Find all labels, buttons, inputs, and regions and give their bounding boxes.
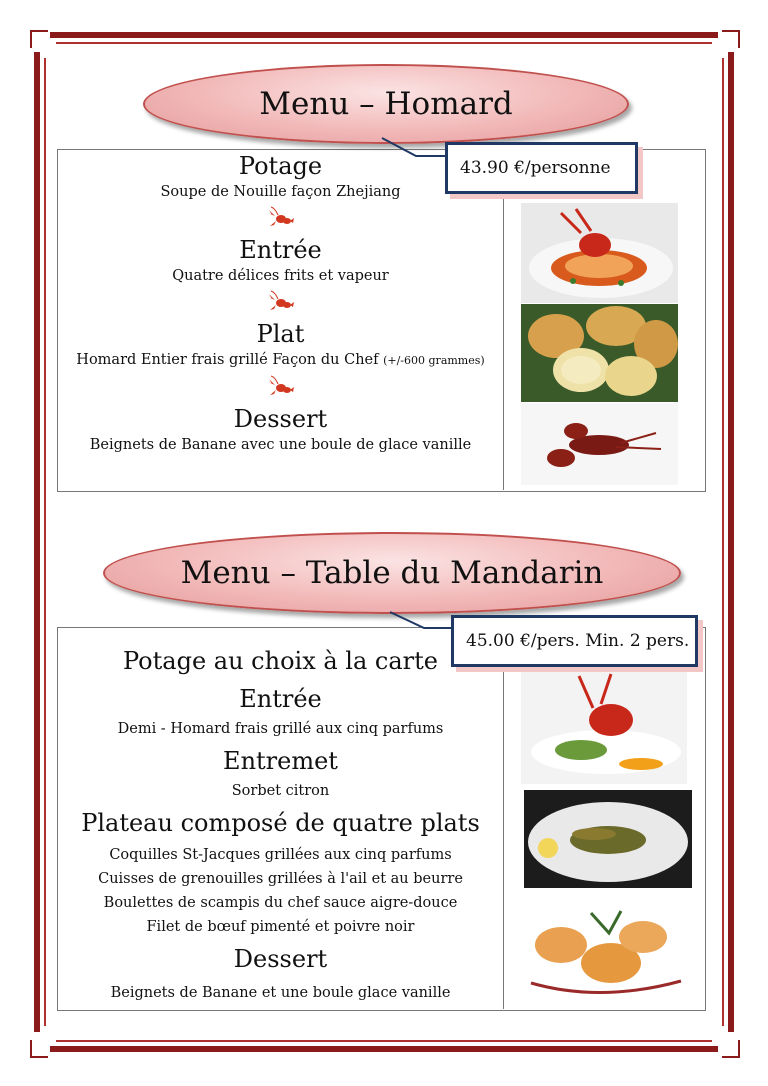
frame-left <box>34 52 40 1032</box>
frame-corner <box>30 30 48 48</box>
frame-corner <box>30 1040 48 1058</box>
course-text: Beignets de Banane et une boule glace vanille <box>110 985 451 1001</box>
frame-corner <box>722 1040 740 1058</box>
lobster-icon <box>58 371 503 403</box>
course-text-main: Homard Entier frais grillé Façon du Chef <box>76 352 379 368</box>
course-text: Beignets de Banane avec une boule de glace vanille <box>89 437 472 453</box>
course-note: (+/-600 grammes) <box>383 354 485 367</box>
course-heading: Plateau composé de quatre plats <box>81 809 480 837</box>
scallops-photo <box>521 893 687 1005</box>
price-connector <box>388 610 458 634</box>
frame-top-inner <box>56 42 712 44</box>
course-text: Quatre délices frits et vapeur <box>172 268 389 284</box>
frame-top <box>50 32 718 38</box>
frame-bottom-inner <box>56 1040 712 1042</box>
frame-right <box>728 52 734 1032</box>
course-heading: Entrée <box>239 236 322 264</box>
course-text: Soupe de Nouille façon Zhejiang <box>160 184 401 200</box>
course-heading: Potage <box>238 152 323 180</box>
menu-mandarin-courses <box>58 645 503 1003</box>
frog-legs-photo <box>524 790 692 888</box>
course-heading: Dessert <box>233 945 328 973</box>
course-heading: Entremet <box>223 747 338 775</box>
banana-fritter-photo <box>521 304 678 402</box>
menu-homard-title: Menu – Homard <box>143 64 629 144</box>
column-divider <box>503 196 504 490</box>
plateau-item: Boulettes de scampis du chef sauce aigre-douce <box>103 895 458 911</box>
course-heading: Dessert <box>233 405 328 433</box>
course-text: Sorbet citron <box>231 783 330 799</box>
menu-homard-price: 43.90 €/personne <box>445 142 638 194</box>
menu-homard-courses <box>58 150 503 455</box>
course-text: Demi - Homard frais grillé aux cinq parfums <box>117 721 444 737</box>
lobster-dish-photo <box>521 203 678 303</box>
menu-mandarin-title: Menu – Table du Mandarin <box>103 532 681 614</box>
frame-left-inner <box>44 58 46 1026</box>
lobster-icon <box>58 286 503 318</box>
plateau-item: Coquilles St-Jacques grillées aux cinq parfums <box>109 847 452 863</box>
column-divider <box>503 670 504 1009</box>
plateau-item: Filet de bœuf pimenté et poivre noir <box>146 919 415 935</box>
plateau-item: Cuisses de grenouilles grillées à l'ail et au beurre <box>98 871 463 887</box>
course-heading: Entrée <box>239 685 322 713</box>
menu-mandarin-price: 45.00 €/pers. Min. 2 pers. <box>451 615 698 667</box>
frame-bottom <box>50 1046 718 1052</box>
frame-right-inner <box>722 58 724 1026</box>
lobster-photo <box>521 403 678 485</box>
course-heading: Plat <box>256 320 305 348</box>
lobster-icon <box>58 202 503 234</box>
half-lobster-photo <box>521 672 687 784</box>
course-text <box>58 350 503 371</box>
frame-corner <box>722 30 740 48</box>
course-heading: Potage au choix à la carte <box>123 647 438 675</box>
